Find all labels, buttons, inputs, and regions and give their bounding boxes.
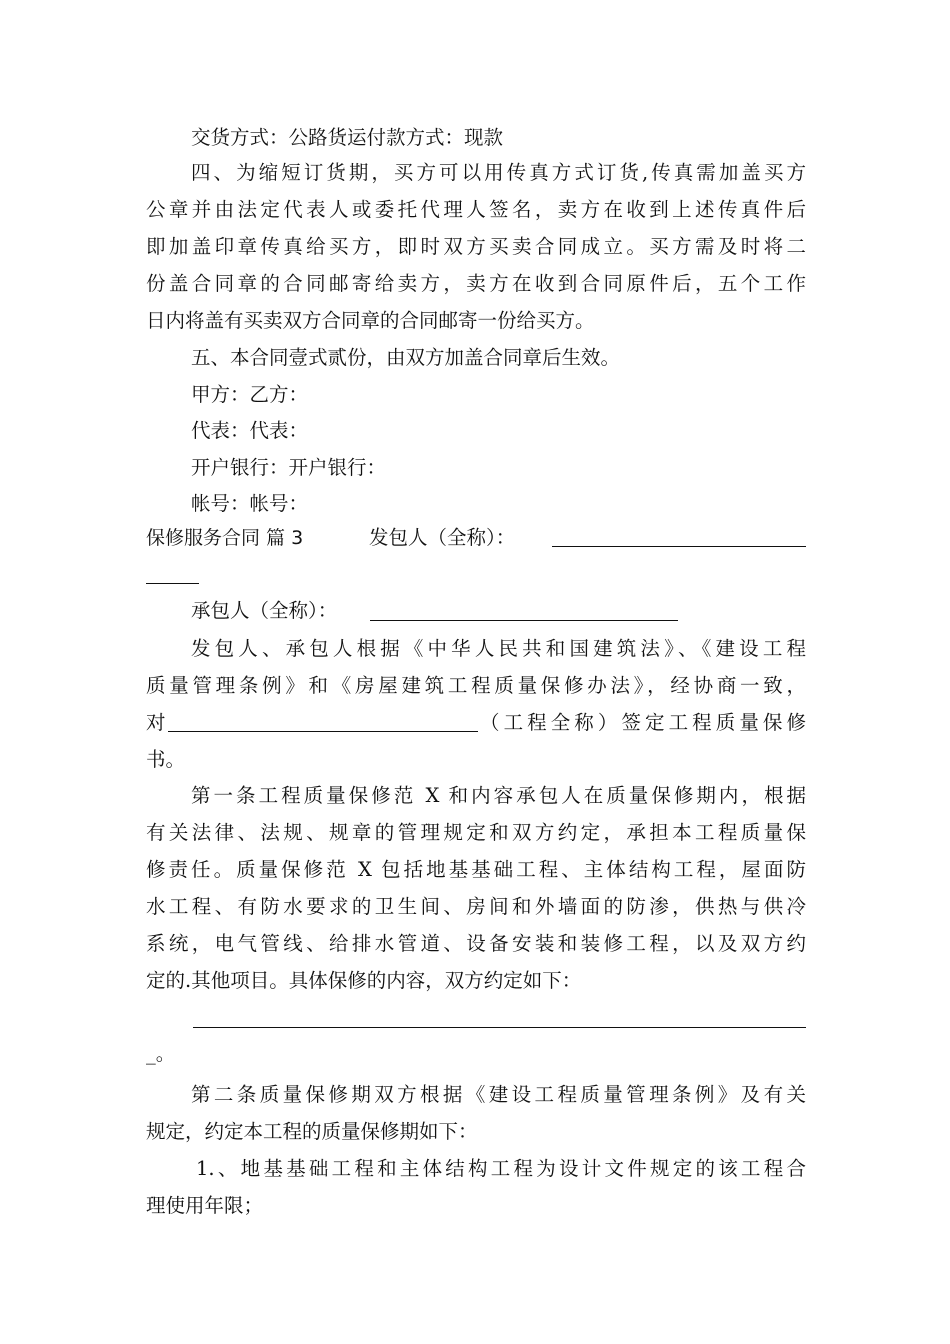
article-1-line-4: 水工程、有防水要求的卫生间、房间和外墙面的防渗，供热与供冷 [146, 895, 806, 918]
clause-5-line: 五、本合同壹式贰份，由双方加盖合同章后生效。 [191, 346, 621, 369]
clause-4-line-2: 公章并由法定代表人或委托代理人签名，卖方在收到上述传真件后 [146, 198, 806, 221]
project-name-blank [168, 731, 478, 732]
representative-line: 代表：代表： [191, 419, 309, 442]
item-1-line-2: 理使用年限； [146, 1194, 264, 1217]
party-a-b-line: 甲方：乙方： [191, 383, 309, 406]
contractor-name-blank [370, 620, 678, 621]
maintenance-content-blank [193, 1027, 806, 1028]
bank-line: 开户银行：开户银行： [191, 456, 387, 479]
contractor-label: 承包人（全称）： [191, 599, 338, 622]
employer-label: 发包人（全称）： [369, 526, 516, 549]
article-1-line-6: 定的.其他项目。具体保修的内容，双方约定如下： [146, 969, 582, 992]
clause-4-line-5: 日内将盖有买卖双方合同章的合同邮寄一份给买方。 [146, 309, 595, 332]
clause-4-line-3: 即加盖印章传真给买方，即时双方买卖合同成立。买方需及时将二 [146, 235, 806, 258]
employer-name-blank-cont [146, 583, 199, 584]
clause-4-line-4: 份盖合同章的合同邮寄给卖方，卖方在收到合同原件后，五个工作 [146, 272, 806, 295]
article-1-end: _。 [146, 1042, 176, 1065]
article-2-line-2: 规定，约定本工程的质量保修期如下： [146, 1120, 478, 1143]
para-1-prefix: 对 [146, 711, 166, 734]
section-3-heading: 保修服务合同 篇 3 [146, 527, 304, 549]
item-1-line-1: 1.、地基基础工程和主体结构工程为设计文件规定的该工程合 [196, 1157, 806, 1180]
article-2-line-1: 第二条质量保修期双方根据《建设工程质量管理条例》及有关 [191, 1083, 806, 1106]
employer-name-blank [552, 546, 806, 547]
para-1-line-1: 发包人、承包人根据《中华人民共和国建筑法》、《建设工程 [191, 637, 806, 660]
para-1-line-2: 质量管理条例》和《房屋建筑工程质量保修办法》，经协商一致， [146, 674, 806, 697]
account-line: 帐号：帐号： [191, 492, 309, 515]
para-1-suffix: （工程全称）签定工程质量保修 [480, 711, 806, 734]
delivery-terms-line: 交货方式：公路货运付款方式：现款 [191, 126, 504, 149]
article-1-line-5: 系统，电气管线、给排水管道、设备安装和装修工程，以及双方约 [146, 932, 806, 955]
article-1-line-2: 有关法律、法规、规章的管理规定和双方约定，承担本工程质量保 [146, 821, 806, 844]
clause-4-line-1: 四、为缩短订货期，买方可以用传真方式订货,传真需加盖买方 [191, 161, 806, 184]
para-1-end: 书。 [146, 748, 186, 771]
article-1-line-3: 修责任。质量保修范 X 包括地基基础工程、主体结构工程，屋面防 [146, 858, 806, 881]
article-1-line-1: 第一条工程质量保修范 X 和内容承包人在质量保修期内，根据 [191, 784, 806, 807]
